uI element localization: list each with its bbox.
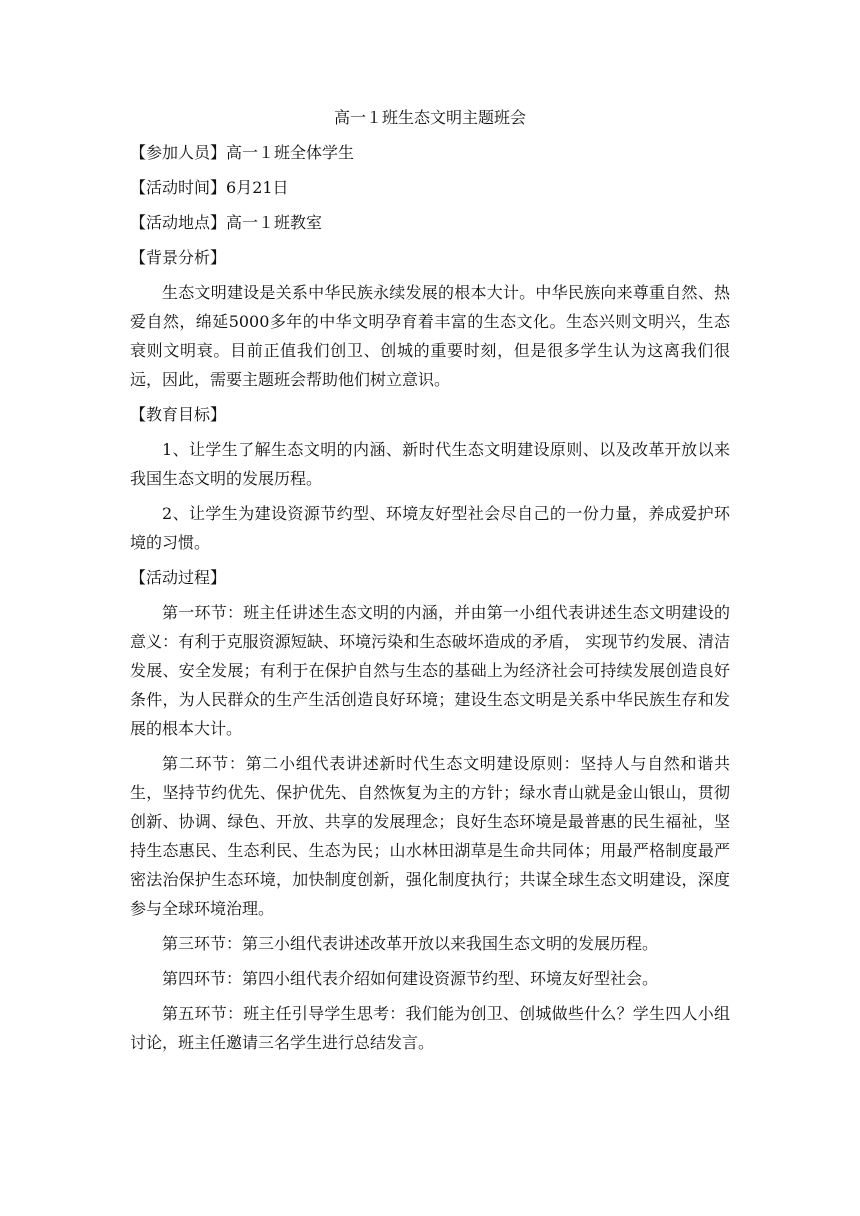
info-location-value: 高一１班教室 (226, 213, 323, 232)
process-step-2: 第二环节：第二小组代表讲述新时代生态文明建设原则：坚持人与自然和谐共生，坚持节约优先、保护优先、自然恢复为主的方针；绿水青山就是金山银山，贯彻创新、协调、绿色、开放、共享的发展理念；良好生态环境是最普惠的民生福祉，坚持生态惠民、生态利民、生态为民；山水林田湖草是生命共同体；用最严格制度最严密法治保护生态环境，加快制度创新，强化制度执行；共谋全球生态文明建设，深度参与全球环境治理。 (130, 754, 730, 918)
info-time (130, 173, 730, 202)
process-step-5: 第五环节：班主任引导学生思考：我们能为创卫、创城做些什么？学生四人小组讨论，班主任邀请三名学生进行总结发言。 (130, 1004, 730, 1052)
process-step-1: 第一环节：班主任讲述生态文明的内涵，并由第一小组代表讲述生态文明建设的意义：有利于克服资源短缺、环境污染和生态破坏造成的矛盾， 实现节约发展、清洁发展、安全发展；有利于在保护自然与生态的基础上为经济社会可持续发展创造良好条件，为人民群众的生产生活创造良好环境；建设生态文明是关系中华民族生存和发展的根本大计。 (130, 603, 730, 738)
info-time-value: 6月21日 (226, 178, 289, 197)
info-time-label: 【活动时间】 (130, 178, 227, 197)
goals-heading: 【教育目标】 (130, 405, 227, 424)
info-location-label: 【活动地点】 (130, 213, 227, 232)
process-heading: 【活动过程】 (130, 568, 227, 587)
info-participants-label: 【参加人员】 (130, 143, 227, 162)
background-paragraph: 生态文明建设是关系中华民族永续发展的根本大计。中华民族向来尊重自然、热爱自然，绵延5000多年的中华文明孕育着丰富的生态文化。生态兴则文明兴，生态衰则文明衰。目前正值我们创卫、创城的重要时刻，但是很多学生认为这离我们很远，因此，需要主题班会帮助他们树立意识。 (130, 283, 730, 389)
info-participants (130, 138, 730, 167)
process-step-4: 第四环节：第四小组代表介绍如何建设资源节约型、环境友好型社会。 (162, 969, 659, 988)
document-body (130, 103, 730, 1063)
process-step-3: 第三环节：第三小组代表讲述改革开放以来我国生态文明的发展历程。 (162, 934, 659, 953)
background-heading: 【背景分析】 (130, 248, 227, 267)
goal-item-2: 2、让学生为建设资源节约型、环境友好型社会尽自己的一份力量，养成爱护环境的习惯。 (130, 504, 730, 552)
info-location (130, 208, 730, 237)
info-participants-value: 高一１班全体学生 (226, 143, 355, 162)
goal-item-1: 1、让学生了解生态文明的内涵、新时代生态文明建设原则、以及改革开放以来我国生态文明的发展历程。 (130, 440, 730, 488)
document-title: 高一１班生态文明主题班会 (333, 108, 526, 127)
